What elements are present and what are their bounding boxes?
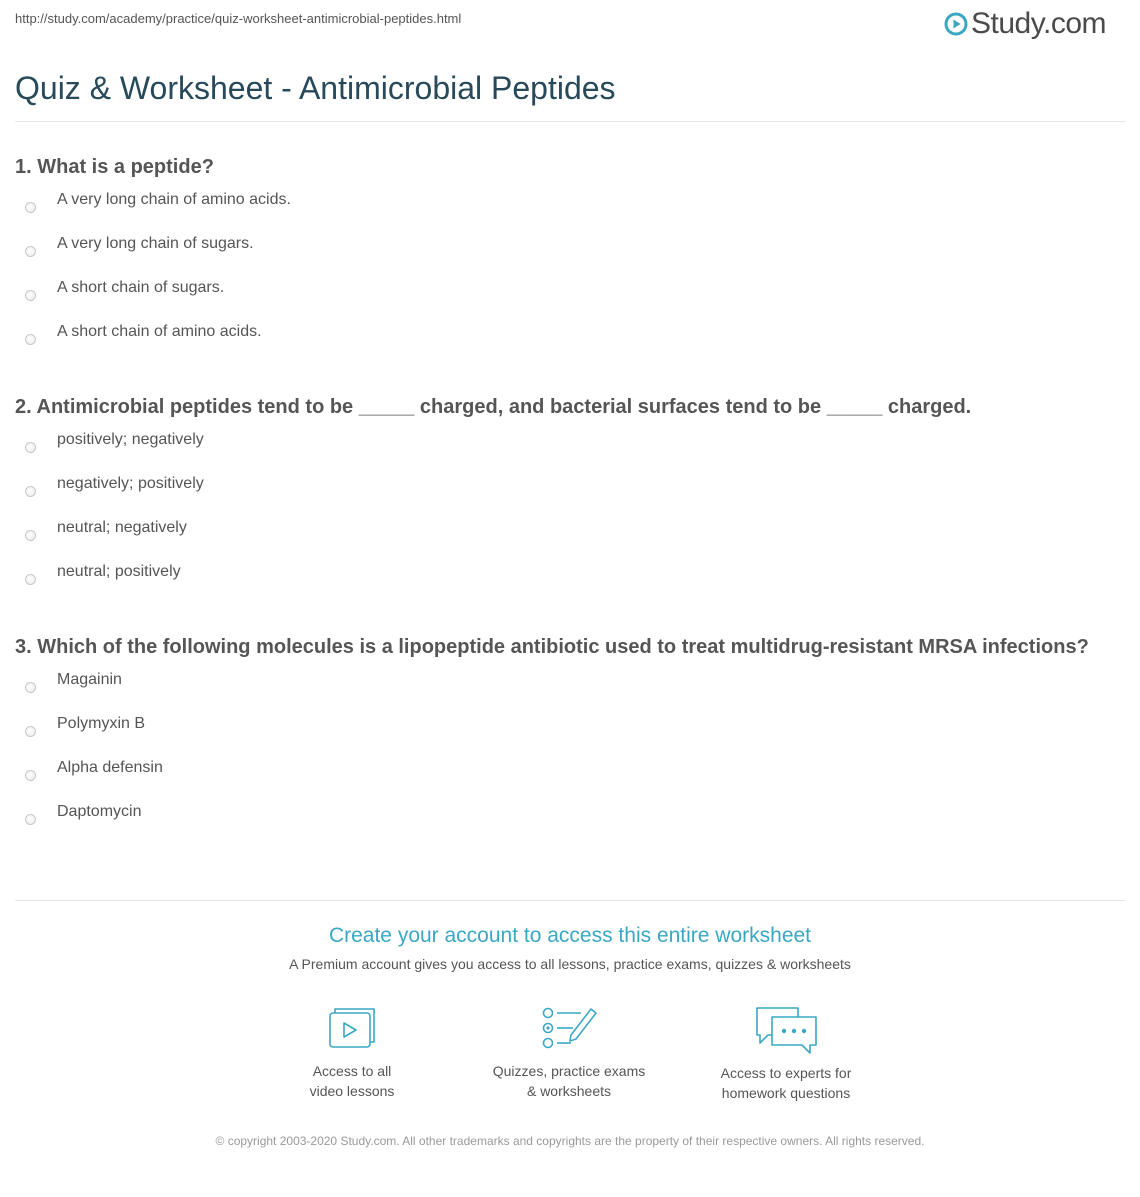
answer-option[interactable] xyxy=(15,475,1125,523)
signup-cta xyxy=(0,924,1140,972)
feature-video-lessons xyxy=(252,1005,452,1101)
option-label: A short chain of sugars. xyxy=(57,279,225,296)
radio-button[interactable] xyxy=(25,726,36,737)
feature-label-line: Quizzes, practice exams xyxy=(492,1063,646,1079)
feature-label xyxy=(469,1061,669,1101)
feature-label-line: Access to experts for xyxy=(720,1065,852,1081)
answer-option[interactable] xyxy=(15,803,1125,851)
option-label: A very long chain of amino acids. xyxy=(57,191,291,208)
option-label: neutral; positively xyxy=(57,563,181,580)
radio-button[interactable] xyxy=(25,290,36,301)
radio-button[interactable] xyxy=(25,574,36,585)
radio-button[interactable] xyxy=(25,770,36,781)
option-label: A very long chain of sugars. xyxy=(57,235,254,252)
option-label: negatively; positively xyxy=(57,475,204,492)
answer-option[interactable] xyxy=(15,563,1125,611)
study-logo[interactable] xyxy=(944,6,1106,42)
page-title: Quiz & Worksheet - Antimicrobial Peptides xyxy=(15,70,616,106)
radio-button[interactable] xyxy=(25,334,36,345)
question-2 xyxy=(15,393,1125,611)
answer-option[interactable] xyxy=(15,519,1125,567)
feature-label xyxy=(252,1061,452,1101)
feature-quizzes xyxy=(469,1005,669,1101)
radio-button[interactable] xyxy=(25,814,36,825)
radio-button[interactable] xyxy=(25,246,36,257)
feature-label-line: homework questions xyxy=(721,1085,851,1101)
page-url: http://study.com/academy/practice/quiz-worksheet-antimicrobial-peptides.html xyxy=(15,11,462,26)
chat-bubbles-icon xyxy=(754,1005,818,1055)
feature-label-line: video lessons xyxy=(309,1083,395,1099)
radio-button[interactable] xyxy=(25,530,36,541)
footer-copyright: © copyright 2003-2020 Study.com. All other trademarks and copyrights are the property of their respective owners. All rights reserved. xyxy=(215,1134,925,1148)
answer-option[interactable] xyxy=(15,715,1125,763)
question-text: 1. What is a peptide? xyxy=(15,156,214,178)
feature-label xyxy=(686,1063,886,1103)
question-3 xyxy=(15,633,1125,851)
option-label: neutral; negatively xyxy=(57,519,187,536)
feature-label-line: Access to all xyxy=(312,1063,392,1079)
question-1 xyxy=(15,153,1125,371)
logo-text: Study.com xyxy=(971,7,1106,40)
quiz-checklist-icon xyxy=(541,1005,597,1051)
radio-button[interactable] xyxy=(25,202,36,213)
answer-option[interactable] xyxy=(15,191,1125,239)
option-label: positively; negatively xyxy=(57,431,204,448)
answer-option[interactable] xyxy=(15,235,1125,283)
radio-button[interactable] xyxy=(25,442,36,453)
answer-option[interactable] xyxy=(15,323,1125,371)
question-text: 3. Which of the following molecules is a lipopeptide antibiotic used to treat multidrug-resistant MRSA infections? xyxy=(15,636,1089,658)
feature-experts xyxy=(686,1005,886,1103)
option-label: Magainin xyxy=(57,671,122,688)
divider xyxy=(15,900,1125,901)
answer-option[interactable] xyxy=(15,431,1125,479)
feature-label-line: & worksheets xyxy=(526,1083,612,1099)
answer-option[interactable] xyxy=(15,759,1125,807)
option-label: Alpha defensin xyxy=(57,759,163,776)
radio-button[interactable] xyxy=(25,486,36,497)
radio-button[interactable] xyxy=(25,682,36,693)
cta-title-link[interactable]: Create your account to access this entire worksheet xyxy=(328,924,812,947)
option-label: Daptomycin xyxy=(57,803,142,820)
video-lesson-icon xyxy=(326,1005,378,1051)
answer-option[interactable] xyxy=(15,671,1125,719)
divider xyxy=(15,121,1125,122)
cta-subtitle: A Premium account gives you access to all lessons, practice exams, quizzes & worksheets xyxy=(289,956,851,972)
option-label: Polymyxin B xyxy=(57,715,146,732)
play-circle-icon xyxy=(944,12,968,36)
question-text: 2. Antimicrobial peptides tend to be _____ charged, and bacterial surfaces tend to be _____ charged. xyxy=(15,396,972,418)
option-label: A short chain of amino acids. xyxy=(57,323,262,340)
answer-option[interactable] xyxy=(15,279,1125,327)
